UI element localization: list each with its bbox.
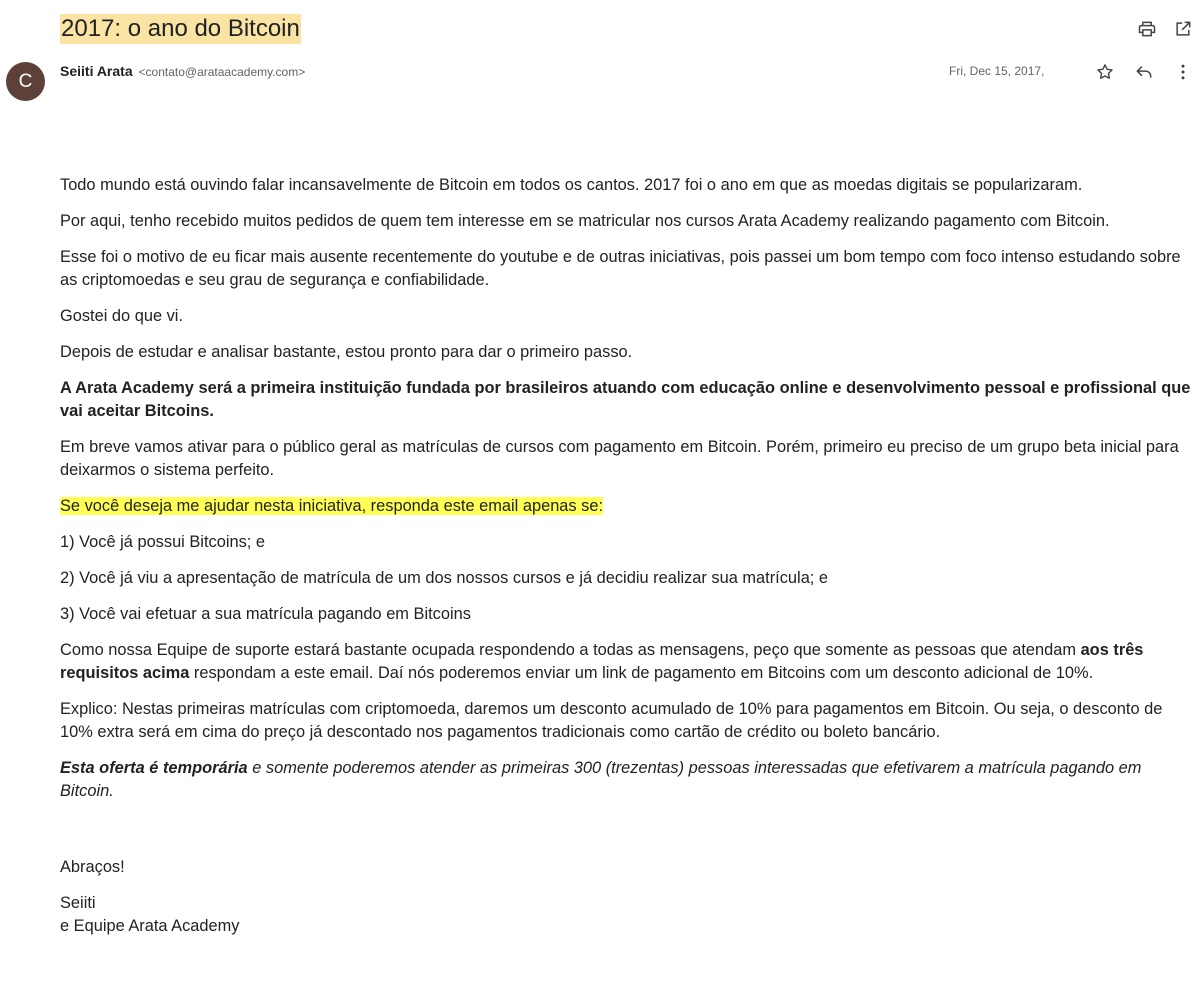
print-icon[interactable] [1136,18,1158,40]
body-paragraph: Por aqui, tenho recebido muitos pedidos de quem tem interesse em se matricular nos cursos Arata Academy realizando pagamento com Bitcoin. [60,212,1110,230]
text-run: respondam a este email. Daí nós poderemos enviar um link de pagamento em Bitcoins com um desconto adicional de 10%. [189,664,1094,682]
body-paragraph-highlight [60,495,1194,518]
body-paragraph [60,639,1194,685]
body-paragraph: Explico: Nestas primeiras matrículas com criptomoeda, daremos um desconto acumulado de 10% para pagamentos em Bitcoin. Ou seja, o desconto de 10% extra será em cima do preço já descontado nos pagamentos tradicionais como cartão de crédito ou boleto bancário. [60,700,1163,741]
italic-text: e somente poderemos atender as primeiras 300 (trezentas) pessoas interessadas que efetivarem a matrícula pagando em Bitcoin. [60,759,1142,800]
body-paragraph: Esse foi o motivo de eu ficar mais ausente recentemente do youtube e de outras iniciativas, pois passei um bom tempo com foco intenso estudando sobre as criptomoedas e seu grau de segurança e confiabilidade. [60,248,1181,289]
sender-info [60,62,305,81]
list-item: 1) Você já possui Bitcoins; e [60,533,265,551]
list-item: 2) Você já viu a apresentação de matrícula de um dos nossos cursos e já decidiu realizar sua matrícula; e [60,569,829,587]
text-run: Como nossa Equipe de suporte estará bastante ocupada respondendo a todas as mensagens, peço que somente as pessoas que atendam [60,641,1081,659]
list-item: 3) Você vai efetuar a sua matrícula pagando em Bitcoins [60,605,471,623]
signature [60,892,1194,938]
star-icon[interactable] [1094,61,1116,83]
email-body [60,174,1194,951]
top-actions [1136,18,1194,40]
body-paragraph: Gostei do que vi. [60,307,184,325]
signature-name: Seiiti [60,894,96,912]
message-actions [1094,61,1194,83]
body-paragraph-bold [60,377,1194,423]
bold-announcement: A Arata Academy será a primeira instituição fundada por brasileiros atuando com educação online e desenvolvimento pessoal e profissional que vai aceitar Bitcoins. [60,379,1191,420]
bold-text: aos três requisitos acima [60,641,1144,682]
body-paragraph: Em breve vamos ativar para o público geral as matrículas de cursos com pagamento em Bitcoin. Porém, primeiro eu preciso de um grupo beta inicial para deixarmos o sistema perfeito. [60,438,1179,479]
open-in-new-icon[interactable] [1172,18,1194,40]
email-date: Fri, Dec 15, 2017, [949,64,1045,78]
sender-email: <contato@arataacademy.com> [138,65,306,79]
reply-icon[interactable] [1133,61,1155,83]
sender-name[interactable]: Seiiti Arata [60,63,133,79]
body-paragraph: Depois de estudar e analisar bastante, estou pronto para dar o primeiro passo. [60,343,633,361]
email-subject: 2017: o ano do Bitcoin [61,15,300,42]
highlighted-text: Se você deseja me ajudar nesta iniciativa, responda este email apenas se: [60,497,604,515]
more-vert-icon[interactable] [1172,61,1194,83]
body-paragraph-italic [60,757,1194,803]
signature-team: e Equipe Arata Academy [60,917,240,935]
closing: Abraços! [60,858,125,876]
subject-container [60,14,301,44]
avatar: C [6,62,45,101]
bold-italic-text: Esta oferta é temporária [60,759,248,777]
body-paragraph: Todo mundo está ouvindo falar incansavelmente de Bitcoin em todos os cantos. 2017 foi o ano em que as moedas digitais se popularizaram. [60,176,1083,194]
